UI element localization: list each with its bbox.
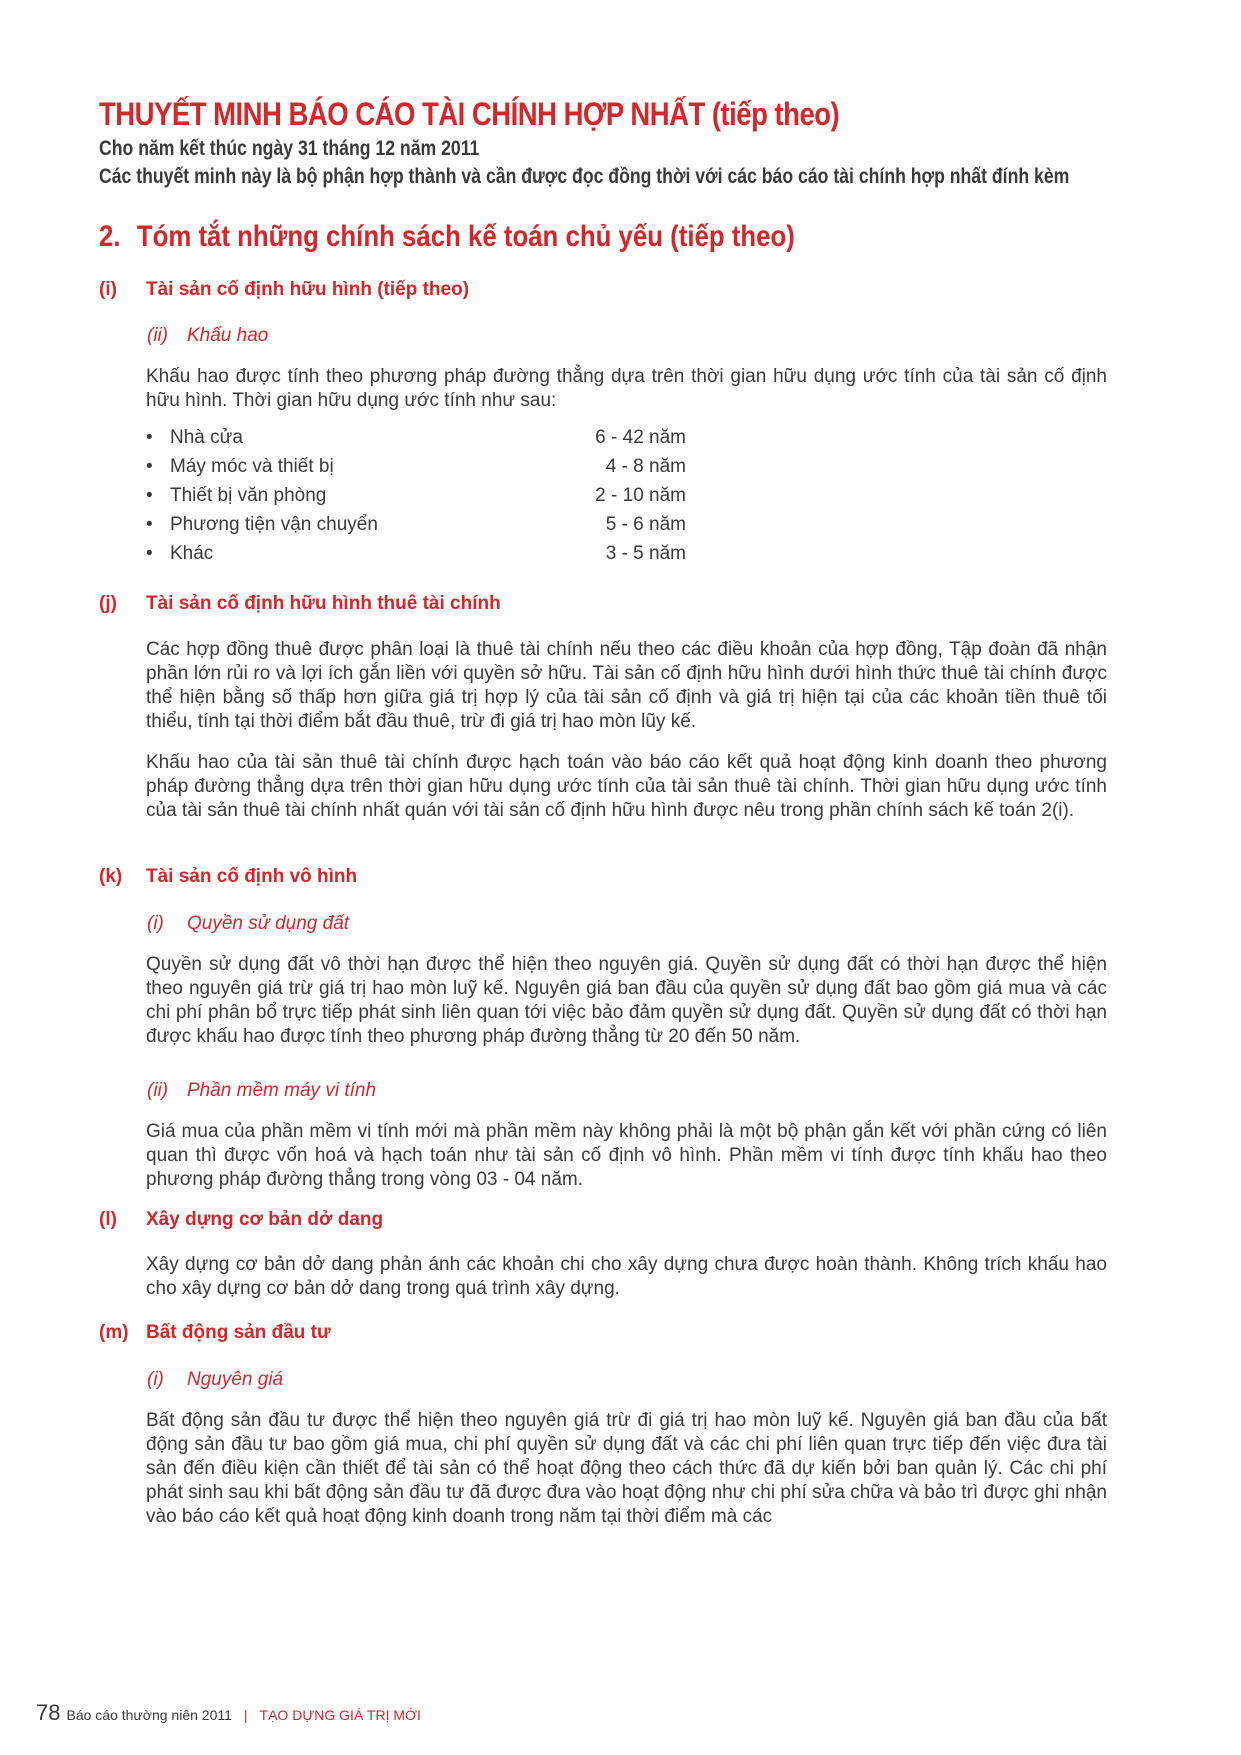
bullet: • (146, 543, 153, 564)
footer-separator: | (243, 1707, 248, 1723)
heading-k-label: (k) (99, 866, 123, 887)
list-item-label: Phương tiện vận chuyển (170, 514, 378, 535)
subheading-k-i-title: Quyền sử dụng đất (187, 913, 350, 934)
page-title: THUYẾT MINH BÁO CÁO TÀI CHÍNH HỢP NHẤT (tiếp theo) (99, 96, 840, 132)
heading-j (99, 593, 501, 615)
heading-l-label: (l) (99, 1209, 117, 1230)
paragraph-finance-lease-depreciation: Khấu hao của tài sản thuê tài chính được hạch toán vào báo cáo kết quả hoạt động kinh doanh theo phương pháp đường thẳng dựa trên thời gian hữu dụng ước tính của tài sản thuê tài chính. Thời gian hữu dụng ước tính của tài sản thuê tài chính nhất quán với tài sản cố định hữu hình được nêu trong phần chính sách kế toán 2(i). (146, 752, 1107, 821)
report-name: Báo cáo thường niên 2011 (66, 1707, 232, 1723)
bullet: • (146, 514, 153, 535)
section-title: Tóm tắt những chính sách kế toán chủ yếu (tiếp theo) (136, 220, 795, 253)
list-item-value: 4 - 8 năm (605, 456, 686, 477)
list-item-value: 5 - 6 năm (605, 514, 686, 535)
list-item (146, 514, 686, 544)
page-footer (36, 1700, 421, 1730)
paragraph-construction-in-progress: Xây dựng cơ bản dở dang phản ánh các khoản chi cho xây dựng chưa được hoàn thành. Không trích khấu hao cho xây dựng cơ bản dở dang trong quá trình xây dựng. (146, 1254, 1107, 1299)
heading-j-title: Tài sản cố định hữu hình thuê tài chính (146, 593, 501, 614)
page-number: 78 (36, 1700, 61, 1725)
heading-l-title: Xây dựng cơ bản dở dang (146, 1209, 384, 1230)
subheading-k-i-label: (i) (147, 913, 164, 934)
subheading-i-ii (147, 325, 268, 347)
list-item-label: Khác (170, 543, 214, 564)
subheading-i-ii-label: (ii) (147, 325, 169, 346)
bullet: • (146, 456, 153, 477)
list-item (146, 427, 686, 457)
heading-m-label: (m) (99, 1322, 129, 1343)
list-item-value: 3 - 5 năm (605, 543, 686, 564)
subheading-k-i (147, 913, 349, 935)
heading-k (99, 866, 357, 888)
bullet: • (146, 427, 153, 448)
heading-k-title: Tài sản cố định vô hình (146, 866, 358, 887)
paragraph-land-use-rights: Quyền sử dụng đất vô thời hạn được thể hiện theo nguyên giá. Quyền sử dụng đất có thời hạn được thể hiện theo nguyên giá trừ giá trị hao mòn luỹ kế. Nguyên giá ban đầu của quyền sử dụng đất bao gồm giá mua và các chi phí phân bổ trực tiếp phát sinh liên quan tới việc bảo đảm quyền sử dụng đất. Quyền sử dụng đất có thời hạn được khấu hao được tính theo phương pháp đường thẳng từ 20 đến 50 năm. (146, 954, 1107, 1047)
subheading-k-ii (147, 1080, 376, 1102)
heading-i (99, 279, 469, 301)
footer-slogan: TẠO DỰNG GIÁ TRỊ MỚI (259, 1707, 421, 1723)
heading-i-title: Tài sản cố định hữu hình (tiếp theo) (146, 279, 470, 300)
paragraph-investment-property: Bất động sản đầu tư được thể hiện theo nguyên giá trừ đi giá trị hao mòn luỹ kế. Nguyên giá ban đầu của bất động sản đầu tư bao gồm giá mua, chi phí quyền sử dụng đất và các chi phí liên quan trực tiếp đến việc đưa tài sản đến điều kiện cần thiết để tài sản có thể hoạt động theo cách thức đã dự kiến bởi ban quản lý. Các chi phí phát sinh sau khi bất động sản đầu tư đã được đưa vào hoạt động như chi phí sửa chữa và bảo trì được ghi nhận vào báo cáo kết quả hoạt động kinh doanh trong năm tại thời điểm mà các (146, 1410, 1107, 1527)
list-item (146, 456, 686, 486)
list-item (146, 543, 686, 573)
list-item (146, 485, 686, 515)
subheading-m-i (147, 1369, 283, 1391)
report-note: Các thuyết minh này là bộ phận hợp thành và cần được đọc đồng thời với các báo cáo tài chính hợp nhất đính kèm (99, 165, 1070, 188)
heading-m-title: Bất động sản đầu tư (146, 1322, 331, 1343)
section-number: 2. (99, 220, 121, 253)
list-item-label: Thiết bị văn phòng (170, 485, 327, 506)
heading-m (99, 1322, 331, 1344)
subheading-k-ii-label: (ii) (147, 1080, 169, 1101)
section-heading (99, 220, 795, 254)
list-item-value: 2 - 10 năm (595, 485, 686, 506)
report-period: Cho năm kết thúc ngày 31 tháng 12 năm 2011 (99, 137, 480, 160)
subheading-m-i-title: Nguyên giá (187, 1369, 284, 1390)
heading-i-label: (i) (99, 279, 117, 300)
list-item-value: 6 - 42 năm (595, 427, 686, 448)
list-item-label: Máy móc và thiết bị (170, 456, 334, 477)
subheading-m-i-label: (i) (147, 1369, 164, 1390)
heading-l (99, 1209, 383, 1231)
subheading-k-ii-title: Phần mềm máy vi tính (187, 1080, 377, 1101)
bullet: • (146, 485, 153, 506)
paragraph-finance-lease: Các hợp đồng thuê được phân loại là thuê tài chính nếu theo các điều khoản của hợp đồng, Tập đoàn đã nhận phần lớn rủi ro và lợi ích gắn liền với quyền sở hữu. Tài sản cố định hữu hình dưới hình thức thuê tài chính được thể hiện bằng số thấp hơn giữa giá trị hợp lý của tài sản cố định và giá trị hiện tại của các khoản tiền thuê tối thiểu, tính tại thời điểm bắt đầu thuê, trừ đi giá trị hao mòn lũy kế. (146, 639, 1107, 732)
paragraph-depreciation: Khấu hao được tính theo phương pháp đường thẳng dựa trên thời gian hữu dụng ước tính của tài sản cố định hữu hình. Thời gian hữu dụng ước tính như sau: (146, 366, 1107, 411)
heading-j-label: (j) (99, 593, 117, 614)
subheading-i-ii-title: Khấu hao (187, 325, 269, 346)
paragraph-software: Giá mua của phần mềm vi tính mới mà phần mềm này không phải là một bộ phận gắn kết với phần cứng có liên quan thì được vốn hoá và hạch toán như tài sản cố định vô hình. Phần mềm vi tính được tính khấu hao theo phương pháp đường thẳng trong vòng 03 - 04 năm. (146, 1121, 1107, 1190)
list-item-label: Nhà cửa (170, 427, 243, 448)
